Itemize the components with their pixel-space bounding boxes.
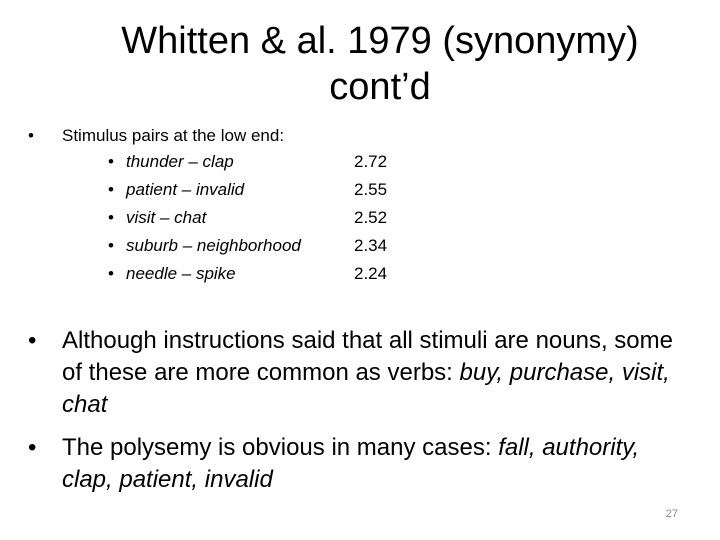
pair-score: 2.24 (354, 264, 388, 283)
list-item (108, 152, 414, 180)
list-item (108, 208, 414, 236)
list-item (108, 236, 414, 264)
bullet-icon: • (28, 126, 34, 145)
page-number: 27 (665, 508, 678, 520)
pair-label: patient – invalid (126, 180, 245, 199)
intro-bullet-text: Stimulus pairs at the low end: (62, 126, 285, 145)
polysemy-note-body: The polysemy is obvious in many cases: (62, 434, 499, 461)
title-line-1: Whitten & al. 1979 (synonymy) (121, 20, 639, 62)
verbs-note-body: Although instructions said that all stimuli are nouns, some of these are more common as verbs: (62, 327, 673, 386)
pair-label: thunder – clap (126, 152, 234, 171)
list-item (108, 264, 414, 292)
verbs-note-text (62, 325, 688, 421)
pair-label: visit – chat (126, 208, 207, 227)
verbs-note-bullet (28, 325, 688, 421)
pair-score: 2.34 (354, 236, 388, 255)
stimulus-pairs-list (108, 152, 414, 292)
pair-score: 2.55 (354, 180, 388, 199)
pair-score: 2.52 (354, 208, 388, 227)
verbs-note-examples: buy, purchase, visit, chat (62, 359, 670, 418)
slide-title (60, 18, 700, 110)
intro-bullet (28, 126, 284, 146)
bullet-icon: • (108, 152, 114, 171)
bullet-icon: • (108, 180, 114, 199)
bullet-icon: • (28, 327, 37, 354)
title-line-2: cont’d (329, 66, 431, 108)
polysemy-note-bullet (28, 432, 688, 496)
pair-label: needle – spike (126, 264, 236, 283)
bullet-icon: • (108, 264, 114, 283)
list-item (108, 180, 414, 208)
polysemy-note-examples: fall, authority, clap, patient, invalid (62, 434, 640, 493)
bullet-icon: • (28, 434, 37, 461)
bullet-icon: • (108, 208, 114, 227)
pair-score: 2.72 (354, 152, 388, 171)
pair-label: suburb – neighborhood (126, 236, 301, 255)
polysemy-note-text (62, 432, 688, 496)
bullet-icon: • (108, 236, 114, 255)
